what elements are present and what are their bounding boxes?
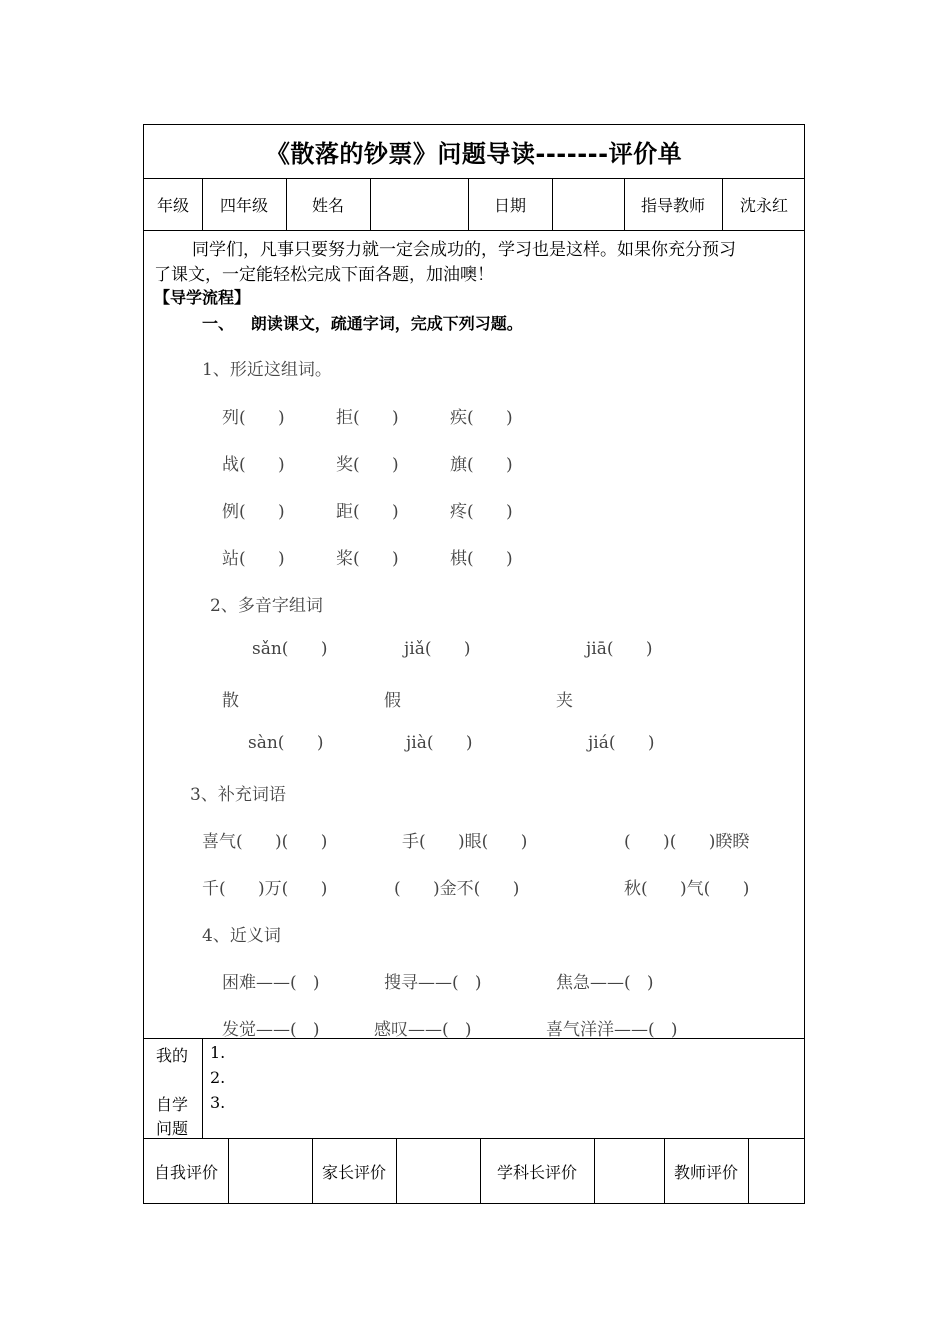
info-row	[144, 179, 804, 231]
q3-title: 3、补充词语	[190, 785, 286, 805]
evaluation-sheet	[143, 124, 805, 1204]
subject-leader-eval-label: 学科长评价	[496, 1162, 577, 1182]
name-label: 姓名	[311, 196, 344, 215]
q2-pinyin: jiā( )	[586, 639, 653, 659]
subject-leader-eval-field[interactable]	[594, 1139, 664, 1203]
q2-pinyin: jià( )	[406, 733, 473, 753]
date-field[interactable]	[552, 179, 624, 230]
evaluation-row	[144, 1139, 804, 1203]
self-eval-field[interactable]	[228, 1139, 312, 1203]
grade-value: 四年级	[219, 196, 268, 215]
question-item[interactable]: 2.	[210, 1068, 226, 1087]
q3-item: ( )( )睽睽	[624, 832, 750, 852]
q4-item: 困难——( )	[222, 973, 320, 993]
parent-eval-field[interactable]	[396, 1139, 480, 1203]
q1-item: 奖( )	[336, 455, 399, 475]
name-field[interactable]	[370, 179, 468, 230]
q1-item: 疼( )	[450, 502, 513, 522]
teacher-label: 指导教师	[640, 196, 705, 215]
section1-heading: 一、 朗读课文，疏通字词，完成下列习题。	[202, 314, 523, 333]
q1-item: 拒( )	[336, 408, 399, 428]
q3-item: 喜气( )( )	[202, 832, 328, 852]
q2-char: 散	[222, 691, 239, 711]
q3-item: 千( )万( )	[202, 879, 328, 899]
flow-heading: 【导学流程】	[154, 288, 251, 307]
q4-title: 4、近义词	[202, 926, 281, 946]
q2-pinyin: jiá( )	[588, 733, 655, 753]
page-title: 《散落的钞票》问题导读-------评价单	[265, 140, 683, 168]
q4-item: 焦急——( )	[556, 973, 654, 993]
q3-item: ( )金不( )	[394, 879, 520, 899]
grade-label: 年级	[156, 196, 189, 215]
teacher-eval-field[interactable]	[748, 1139, 804, 1203]
q1-item: 站( )	[222, 549, 285, 569]
q2-title: 2、多音字组词	[210, 596, 323, 616]
my-questions-label: 自学	[156, 1095, 189, 1114]
intro-line-2: 了课文，一定能轻松完成下面各题，加油噢！	[154, 265, 494, 285]
q1-item: 战( )	[222, 455, 285, 475]
q1-item: 桨( )	[336, 549, 399, 569]
q3-item: 手( )眼( )	[402, 832, 528, 852]
self-eval-label: 自我评价	[153, 1162, 218, 1182]
q1-item: 旗( )	[450, 455, 513, 475]
q1-title: 1、形近这组词。	[202, 360, 332, 380]
parent-eval-label: 家长评价	[321, 1162, 386, 1182]
q4-item: 搜寻——( )	[384, 973, 482, 993]
q4-item: 感叹——( )	[374, 1020, 472, 1040]
my-questions-label: 我的	[156, 1046, 189, 1065]
q1-item: 例( )	[222, 502, 285, 522]
q3-item: 秋( )气( )	[624, 879, 750, 899]
title-row	[144, 125, 804, 179]
question-item[interactable]: 1.	[210, 1043, 226, 1062]
q2-pinyin: sàn( )	[248, 733, 324, 753]
q4-item: 发觉——( )	[222, 1020, 320, 1040]
teacher-eval-label: 教师评价	[673, 1162, 738, 1182]
q2-char: 夹	[556, 691, 573, 711]
q2-pinyin: jiǎ( )	[404, 639, 471, 659]
q2-pinyin: sǎn( )	[252, 639, 328, 659]
q2-char: 假	[384, 691, 401, 711]
q1-item: 棋( )	[450, 549, 513, 569]
q1-item: 疾( )	[450, 408, 513, 428]
my-questions-label: 问题	[156, 1119, 189, 1138]
q1-item: 列( )	[222, 408, 285, 428]
q4-item: 喜气洋洋——( )	[546, 1020, 678, 1040]
my-questions-row	[144, 1039, 804, 1139]
main-content	[144, 231, 804, 1039]
teacher-value: 沈永红	[739, 196, 788, 215]
date-label: 日期	[493, 196, 526, 215]
intro-line-1: 同学们，凡事只要努力就一定会成功的，学习也是这样。如果你充分预习	[192, 240, 736, 260]
q1-item: 距( )	[336, 502, 399, 522]
question-item[interactable]: 3.	[210, 1093, 226, 1112]
